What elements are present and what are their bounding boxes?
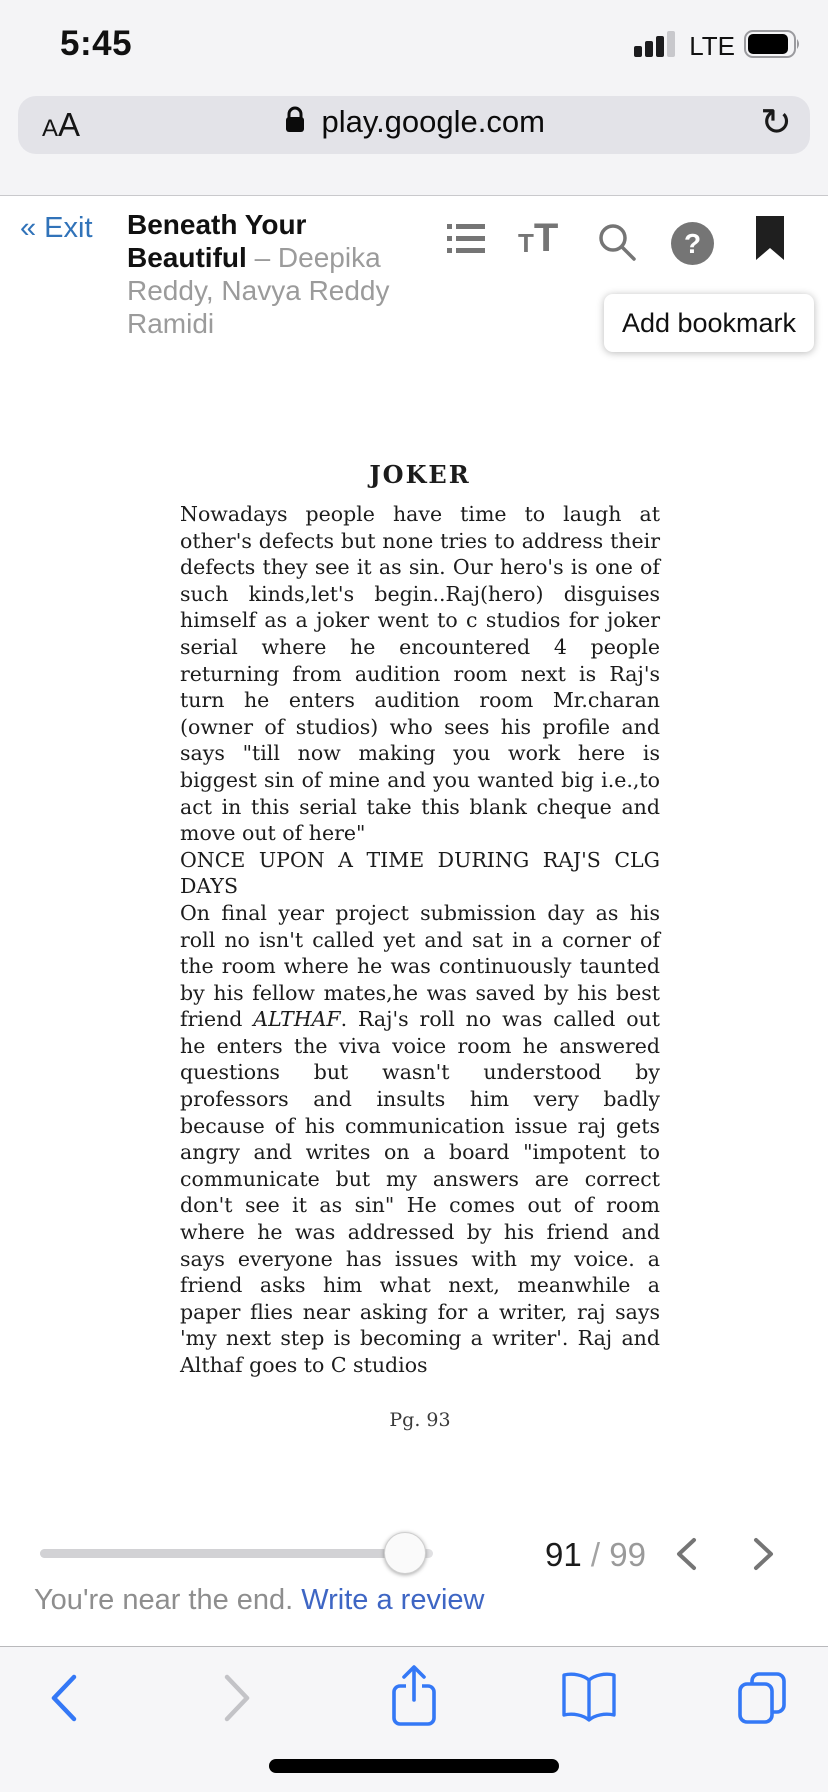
url-text: play.google.com [321, 104, 545, 139]
text-settings-icon[interactable]: T T [518, 216, 559, 260]
status-right-cluster [634, 30, 802, 63]
table-of-contents-icon[interactable] [447, 222, 485, 261]
status-time: 5:45 [60, 24, 133, 63]
reload-icon[interactable]: ↻ [760, 102, 792, 144]
chapter-text [180, 501, 660, 1379]
exit-link[interactable]: « Exit [20, 212, 93, 244]
network-type-label: LTE [689, 31, 735, 61]
printed-page-number: Pg. 93 [389, 1408, 451, 1431]
safari-top-chrome [0, 0, 828, 196]
italic-name: ALTHAF [253, 1007, 341, 1032]
reader-view-button[interactable]: AA [42, 106, 81, 143]
home-indicator[interactable] [269, 1759, 559, 1773]
bookmarks-book-icon[interactable] [560, 1672, 618, 1729]
book-page [180, 460, 660, 1431]
previous-page-chevron[interactable] [672, 1537, 712, 1577]
add-bookmark-tooltip: Add bookmark [604, 294, 814, 352]
paragraph-1: Nowadays people have time to laugh at other's defects but none tries to address their defects they see it as sin. Our hero's is one of such kinds,let's begin..Raj(hero) disguises himself as a joker went to c studios for joker serial where he encountered 4 people returning from audition room next is Raj's turn he enters audition room Mr.charan (owner of studios) who sees his profile and says "till now making you work here is biggest sin of mine and you wanted big i.e.,to act in this serial take this blank cheque and move out of here" [180, 502, 660, 846]
book-authors: – Deepika Reddy, Navya Reddy Ramidi [127, 242, 390, 339]
back-icon[interactable] [46, 1672, 82, 1729]
chapter-title: JOKER [369, 460, 471, 489]
progress-slider-thumb[interactable] [384, 1532, 426, 1574]
write-review-link[interactable]: Write a review [301, 1584, 485, 1616]
near-end-text: You're near the end. [34, 1584, 302, 1616]
signal-bars-icon [634, 31, 680, 62]
search-icon[interactable] [597, 222, 637, 267]
forward-icon[interactable] [219, 1672, 255, 1729]
bookmark-icon[interactable] [753, 216, 787, 265]
section-heading-line: ONCE UPON A TIME DURING RAJ'S CLG DAYS [180, 847, 660, 899]
lock-icon [283, 122, 311, 139]
next-page-chevron[interactable] [748, 1537, 788, 1577]
battery-icon [744, 30, 802, 63]
progress-slider-fill [40, 1549, 406, 1558]
paragraph-2: On final year project submission day as his roll no isn't called yet and sat in a corner of the room where he was continuously taunted by his fellow mates,he was saved by his best friend ALTHAF. Raj's roll no was called out he enters the viva voice room he answered questions but wasn't understood by professors and insults him very badly because of his communication issue raj gets angry and writes on a board "impotent to communicate but my answers are correct don't see it as sin" He comes out of room where he was addressed by his friend and says everyone has issues with my voice. a friend asks him what next, meanwhile a paper flies near asking for a writer, raj says 'my next step is becoming a writer'. Raj and Althaf goes to C studios [180, 900, 660, 1377]
address-field[interactable] [0, 104, 828, 140]
share-icon[interactable] [386, 1664, 442, 1737]
book-title: Beneath Your Beautiful [127, 209, 307, 273]
tabs-icon[interactable] [736, 1670, 788, 1731]
page-counter: 91 / 99 [545, 1536, 646, 1573]
book-title-block [127, 208, 429, 340]
end-note [34, 1584, 484, 1617]
help-icon[interactable]: ? [671, 222, 714, 265]
